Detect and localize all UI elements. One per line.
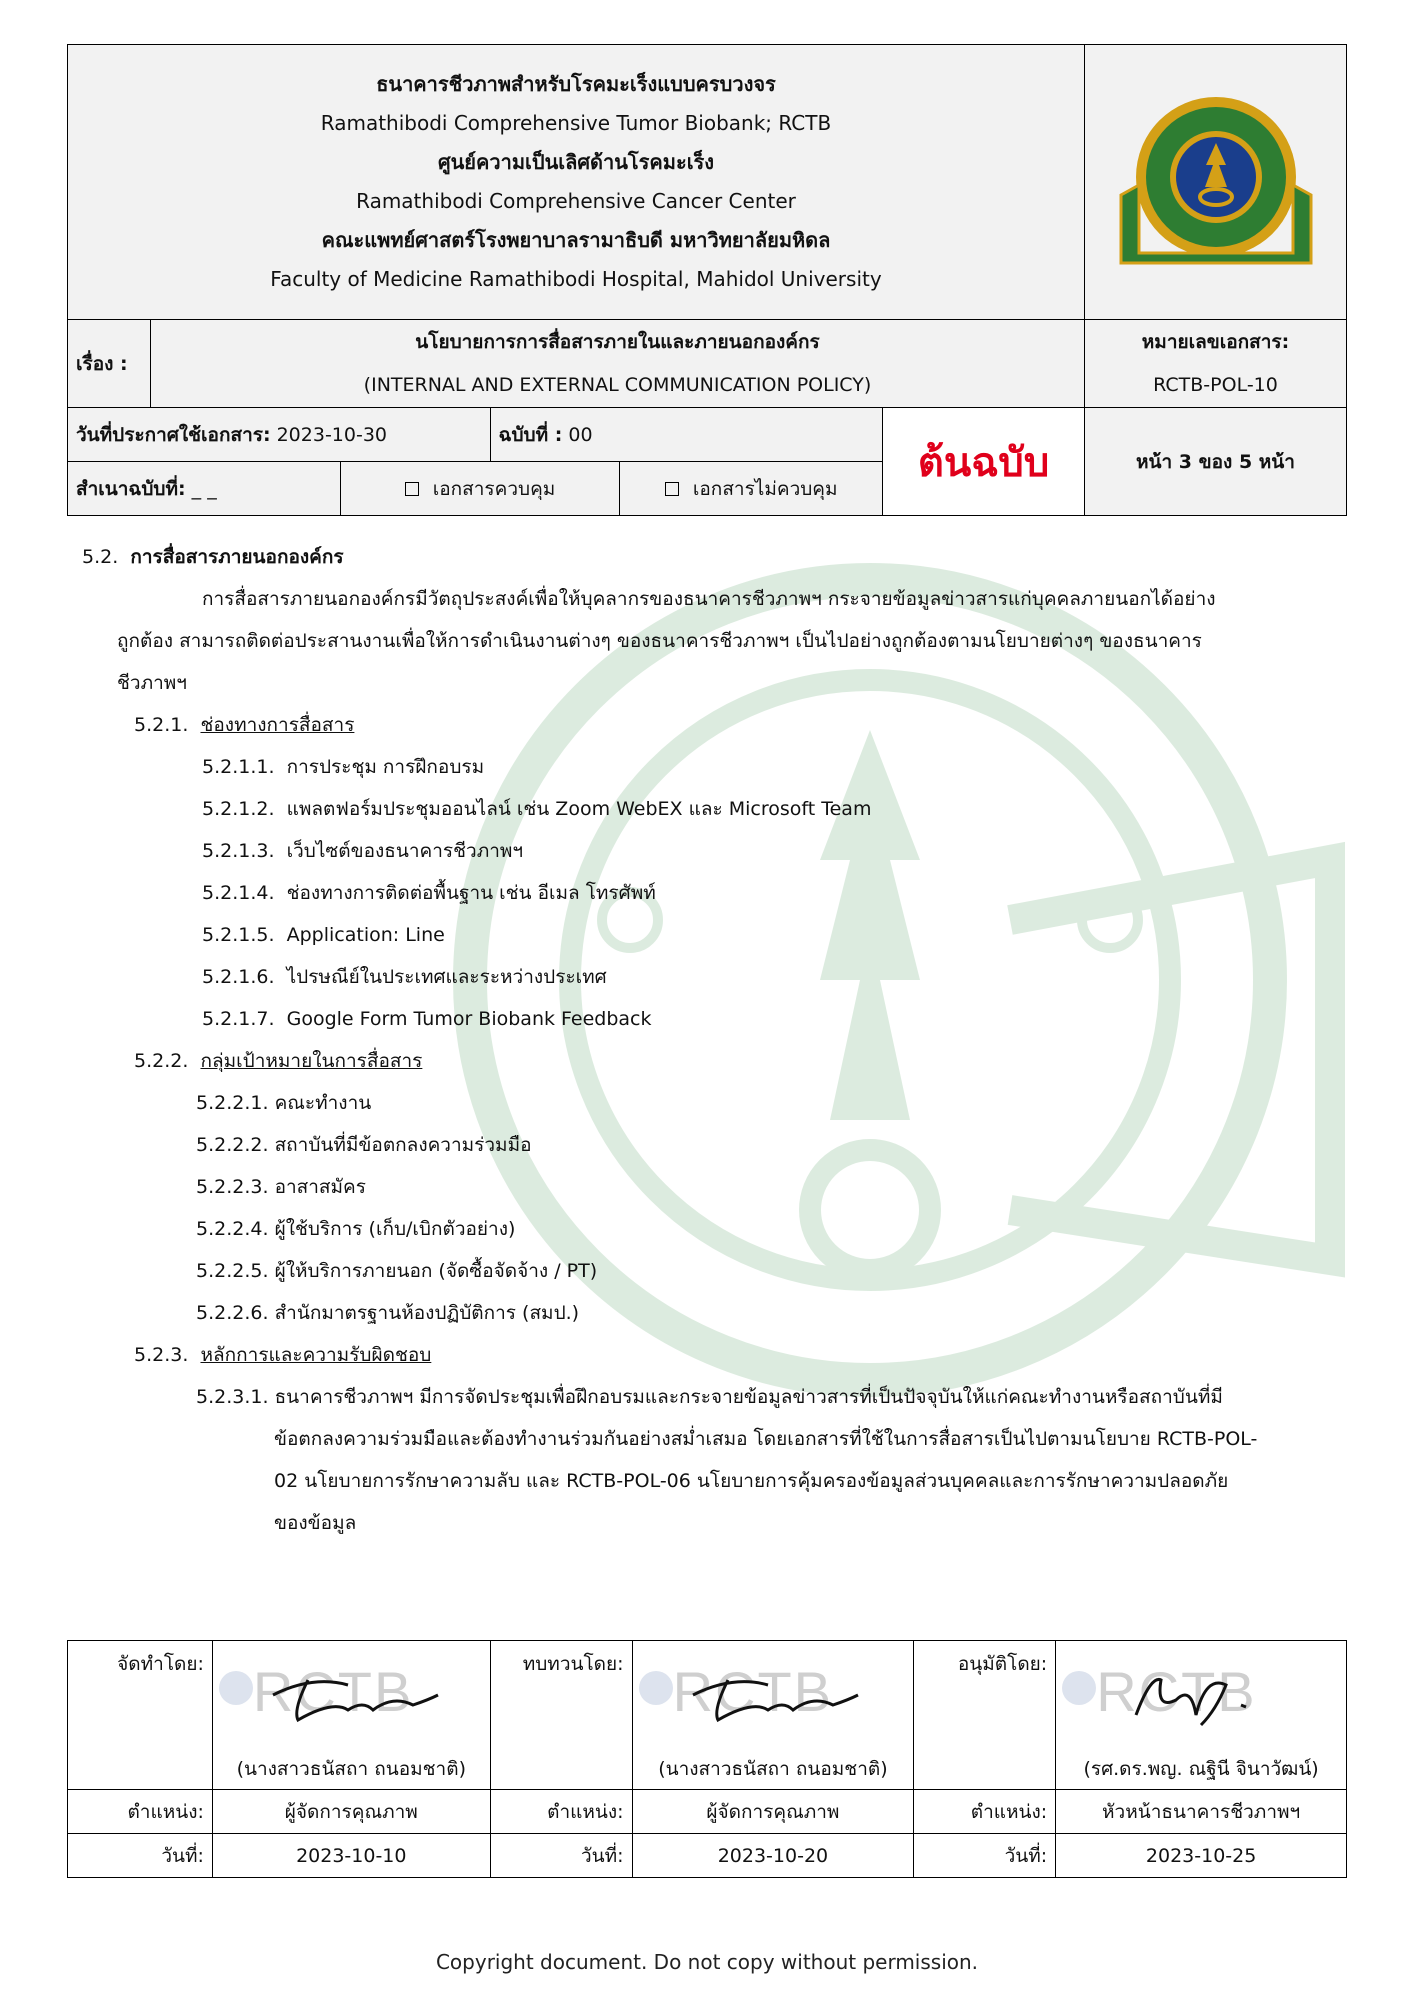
rctb-logo-icon — [219, 1671, 253, 1705]
document-number-label: หมายเลขเอกสาร: — [1085, 320, 1347, 364]
rctb-logo-icon — [639, 1671, 673, 1705]
list-item: 5.2.1.2. แพลตฟอร์มประชุมออนไลน์ เช่น Zoom WebEX และ Microsoft Team — [202, 798, 872, 820]
list-item: 5.2.1.3. เว็บไซต์ของธนาคารชีวภาพฯ — [202, 840, 524, 862]
approved-name: (รศ.ดร.พญ. ณฐินี จินาวัฒน์) — [1056, 1749, 1347, 1790]
logo-cell — [1085, 45, 1347, 320]
prepared-date: 2023-10-10 — [212, 1834, 490, 1878]
list-item: 5.2.1.5. Application: Line — [202, 924, 445, 946]
page-indicator: หน้า 3 ของ 5 หน้า — [1085, 408, 1347, 516]
document-header — [67, 44, 1347, 516]
section-5-2-3-1-line-2: ข้อตกลงความร่วมมือและต้องทำงานร่วมกันอย่างสม่ำเสมอ โดยเอกสารที่ใช้ในการสื่อสารเป็นไปตามนโยบาย RCTB-POL- — [274, 1428, 1258, 1450]
section-5-2-3-heading: 5.2.3. หลักการและความรับผิดชอบ — [134, 1344, 432, 1366]
prepared-name: (นางสาวธนัสถา ถนอมชาติ) — [212, 1749, 490, 1790]
subject-english: (INTERNAL AND EXTERNAL COMMUNICATION POLICY) — [150, 364, 1084, 408]
subject-thai: นโยบายการการสื่อสารภายในและภายนอกองค์กร — [150, 320, 1084, 364]
institution-block — [68, 45, 1085, 320]
list-item: 5.2.1.7. Google Form Tumor Biobank Feedback — [202, 1008, 652, 1030]
version-cell: ฉบับที่ : 00 — [490, 408, 883, 462]
signature-icon — [1096, 1655, 1296, 1735]
reviewed-name: (นางสาวธนัสถา ถนอมชาติ) — [632, 1749, 914, 1790]
list-item: 5.2.2.1. คณะทำงาน — [196, 1092, 372, 1114]
reviewed-signature: RCTB — [632, 1641, 914, 1750]
signature-table — [67, 1640, 1347, 1878]
checkbox-icon[interactable] — [665, 482, 679, 496]
reviewed-by-label: ทบทวนโดย: — [490, 1641, 632, 1790]
version-number: 00 — [568, 423, 593, 446]
section-5-2-3-1-line-4: ของข้อมูล — [274, 1512, 357, 1534]
section-5-2-3-1-line-3: 02 นโยบายการรักษาความลับ และ RCTB-POL-06 นโยบายการคุ้มครองข้อมูลส่วนบุคคลและการรักษาความปลอดภัย — [274, 1470, 1229, 1492]
list-item: 5.2.1.1. การประชุม การฝึกอบรม — [202, 756, 485, 778]
document-body — [82, 536, 1322, 1544]
list-item: 5.2.2.6. สำนักมาตรฐานห้องปฏิบัติการ (สมป.) — [196, 1302, 580, 1324]
list-item: 5.2.2.5. ผู้ให้บริการภายนอก (จัดซื้อจัดจ้าง / PT) — [196, 1260, 598, 1282]
rctb-logo-icon — [1062, 1671, 1096, 1705]
document-number: RCTB-POL-10 — [1085, 364, 1347, 408]
prepared-by-label: จัดทำโดย: — [68, 1641, 213, 1790]
university-logo-icon — [1111, 85, 1321, 275]
section-5-2-3-1-line-1: 5.2.3.1. ธนาคารชีวภาพฯ มีการจัดประชุมเพื่อฝึกอบรมและกระจายข้อมูลข่าวสารที่เป็นปัจจุบันให้แก่คณะทำงานหรือสถาบันที่มี — [196, 1386, 1223, 1408]
prepared-signature: RCTB — [212, 1641, 490, 1750]
prepared-position: ผู้จัดการคุณภาพ — [212, 1790, 490, 1834]
approved-by-label: อนุมัติโดย: — [914, 1641, 1056, 1790]
controlled-option[interactable]: เอกสารควบคุม — [340, 462, 620, 516]
section-5-2-heading: 5.2. การสื่อสารภายนอกองค์กร — [82, 546, 344, 568]
original-stamp: ต้นฉบับ — [883, 408, 1085, 516]
signature-icon — [673, 1655, 873, 1735]
institution-line-6: Faculty of Medicine Ramathibodi Hospital, Mahidol University — [270, 267, 882, 291]
reviewed-position: ผู้จัดการคุณภาพ — [632, 1790, 914, 1834]
list-item: 5.2.2.2. สถาบันที่มีข้อตกลงความร่วมมือ — [196, 1134, 532, 1156]
subject-label: เรื่อง : — [68, 320, 151, 408]
list-item: 5.2.2.3. อาสาสมัคร — [196, 1176, 366, 1198]
institution-line-3: ศูนย์ความเป็นเลิศด้านโรคมะเร็ง — [437, 150, 715, 174]
approved-date: 2023-10-25 — [1056, 1834, 1347, 1878]
reviewed-date: 2023-10-20 — [632, 1834, 914, 1878]
position-label: ตำแหน่ง: — [68, 1790, 213, 1834]
list-item: 5.2.1.6. ไปรษณีย์ในประเทศและระหว่างประเทศ — [202, 966, 607, 988]
date-label: วันที่: — [914, 1834, 1056, 1878]
date-label: วันที่: — [490, 1834, 632, 1878]
checkbox-icon[interactable] — [405, 482, 419, 496]
section-5-2-2-heading: 5.2.2. กลุ่มเป้าหมายในการสื่อสาร — [134, 1050, 423, 1072]
institution-line-2: Ramathibodi Comprehensive Tumor Biobank; RCTB — [320, 111, 832, 135]
uncontrolled-option[interactable]: เอกสารไม่ควบคุม — [620, 462, 883, 516]
announce-date: 2023-10-30 — [276, 423, 388, 446]
section-5-2-para-line-2: ถูกต้อง สามารถติดต่อประสานงานเพื่อให้การดำเนินงานต่างๆ ของธนาคารชีวภาพฯ เป็นไปอย่างถูกต้องตามนโยบายต่างๆ ของธนาคาร — [117, 630, 1202, 652]
list-item: 5.2.1.4. ช่องทางการติดต่อพื้นฐาน เช่น อีเมล โทรศัพท์ — [202, 882, 656, 904]
announce-date-cell: วันที่ประกาศใช้เอกสาร: 2023-10-30 — [68, 408, 491, 462]
position-label: ตำแหน่ง: — [914, 1790, 1056, 1834]
institution-line-4: Ramathibodi Comprehensive Cancer Center — [356, 189, 796, 213]
date-label: วันที่: — [68, 1834, 213, 1878]
approved-signature: RCTB — [1056, 1641, 1347, 1750]
section-5-2-1-heading: 5.2.1. ช่องทางการสื่อสาร — [134, 714, 355, 736]
copyright-notice: Copyright document. Do not copy without permission. — [435, 1950, 979, 1974]
institution-line-1: ธนาคารชีวภาพสำหรับโรคมะเร็งแบบครบวงจร — [376, 72, 776, 96]
copy-number-cell: สำเนาฉบับที่: _ _ — [68, 462, 341, 516]
section-5-2-para-line-1: การสื่อสารภายนอกองค์กรมีวัตถุประสงค์เพื่อให้บุคลากรของธนาคารชีวภาพฯ กระจายข้อมูลข่าวสารแก่บุคคลภายนอกได้อย่าง — [202, 588, 1216, 610]
copy-number: _ _ — [191, 477, 217, 500]
list-item: 5.2.2.4. ผู้ใช้บริการ (เก็บ/เบิกตัวอย่าง) — [196, 1218, 516, 1240]
position-label: ตำแหน่ง: — [490, 1790, 632, 1834]
section-5-2-para-line-3: ชีวภาพฯ — [117, 672, 187, 694]
institution-line-5: คณะแพทย์ศาสตร์โรงพยาบาลรามาธิบดี มหาวิทยาลัยมหิดล — [321, 228, 831, 252]
signature-icon — [253, 1655, 453, 1735]
approved-position: หัวหน้าธนาคารชีวภาพฯ — [1056, 1790, 1347, 1834]
